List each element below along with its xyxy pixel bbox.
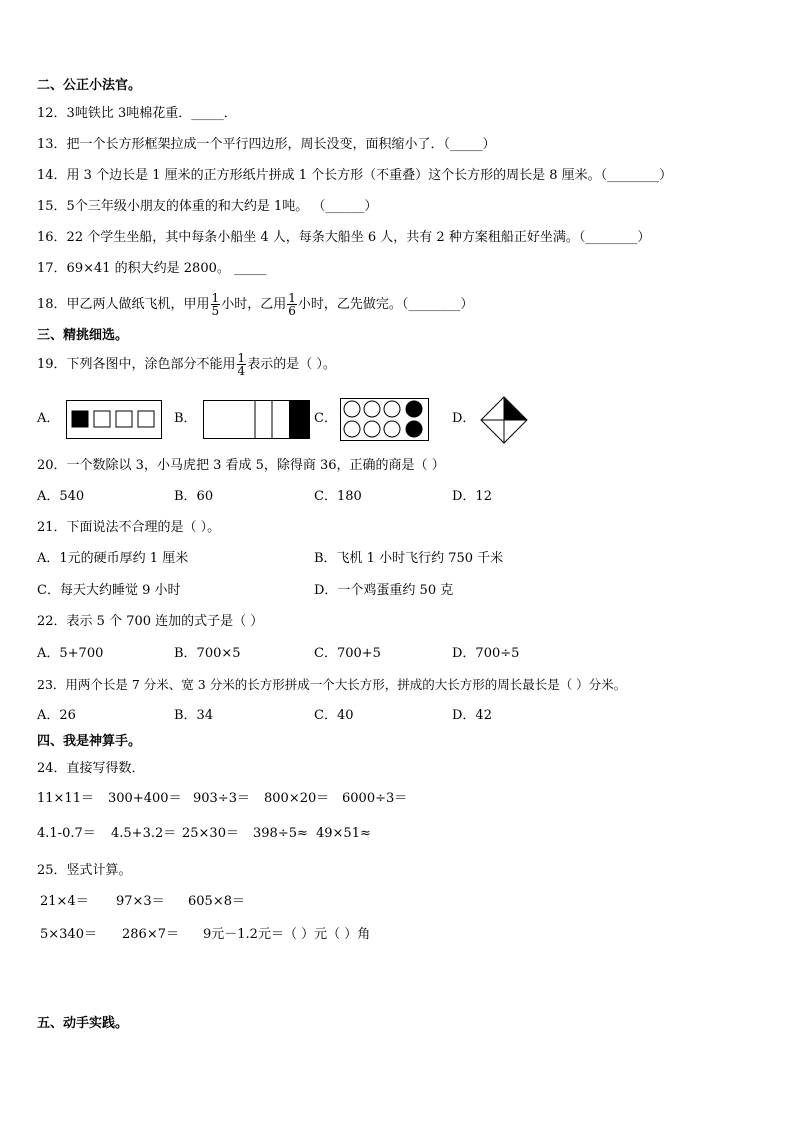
fraction-one-quarter	[237, 352, 247, 377]
option-d-label: D．	[452, 411, 476, 426]
question-23: 23．用两个长是 7 分米、宽 3 分米的长方形拼成一个大长方形，拼成的大长方形的周长最长是（ ）分米。	[37, 677, 627, 692]
question-21: 21．下面说法不合理的是（ ）。	[37, 520, 221, 535]
q23-option-c: C．40	[314, 708, 354, 723]
q20-option-a: A．540	[37, 489, 85, 504]
question-19	[37, 350, 336, 380]
q22-option-d: D．700÷5	[452, 646, 520, 661]
question-14: 14．用 3 个边长是 1 厘米的正方形纸片拼成 1 个长方形（不重叠）这个长方形的周长是 8 厘米。（________）	[37, 168, 673, 183]
vertical-calc-item: 605×8＝	[188, 894, 245, 909]
calc-item: 49×51≈	[316, 826, 371, 841]
section-2-heading: 二、公正小法官。	[37, 78, 142, 93]
calc-item: 4.5+3.2＝	[111, 826, 177, 841]
figure-a-squares	[66, 400, 162, 440]
figure-b-rectangle	[203, 400, 311, 440]
q22-option-a: A．5+700	[37, 646, 104, 661]
question-17: 17．69×41 的积大约是 2800。 _____	[37, 261, 267, 276]
question-18	[37, 290, 473, 320]
q21-option-d: D．一个鸡蛋重约 50 克	[314, 583, 454, 598]
question-16: 16．22 个学生坐船，其中每条小船坐 4 人，每条大船坐 6 人，共有 2 种方案租船正好坐满。（________）	[37, 230, 651, 245]
calc-item: 11×11＝	[37, 791, 94, 806]
question-18-text-b: 小时，乙用	[221, 297, 287, 312]
q20-option-c: C．180	[314, 489, 362, 504]
option-a-label: A．	[37, 411, 60, 426]
question-18-text-a: 18．甲乙两人做纸飞机，甲用	[37, 297, 210, 312]
question-25: 25．竖式计算。	[37, 863, 132, 878]
option-b-label: B．	[174, 411, 197, 426]
q23-option-a: A．26	[37, 708, 76, 723]
vertical-calc-item: 97×3＝	[116, 894, 165, 909]
calc-item: 6000÷3＝	[342, 791, 408, 806]
vertical-calc-item: 21×4＝	[40, 894, 89, 909]
fraction-denominator: 6	[288, 304, 296, 318]
q20-option-b: B．60	[174, 489, 214, 504]
calc-item: 4.1-0.7＝	[37, 826, 96, 841]
calc-item: 903÷3＝	[193, 791, 250, 806]
option-c-label: C．	[314, 411, 337, 426]
question-12: 12．3吨铁比 3吨棉花重．_____．	[37, 106, 237, 121]
q23-option-b: B．34	[174, 708, 214, 723]
fraction-denominator: 5	[211, 304, 220, 318]
figure-d-diamond	[479, 395, 529, 445]
fraction-one-fifth	[211, 292, 221, 317]
calc-item: 25×30＝	[182, 826, 239, 841]
q21-option-a: A．1元的硬币厚约 1 厘米	[37, 551, 189, 566]
vertical-calc-item: 5×340＝	[40, 927, 97, 942]
section-5-heading: 五、动手实践。	[37, 1016, 129, 1031]
q23-option-d: D．42	[452, 708, 492, 723]
question-24: 24．直接写得数．	[37, 761, 145, 776]
q21-option-b: B．飞机 1 小时飞行约 750 千米	[314, 551, 504, 566]
money-conversion-item: 9元－1.2元＝（ ）元（ ）角	[203, 927, 371, 942]
q20-option-d: D．12	[452, 489, 492, 504]
q22-option-b: B．700×5	[174, 646, 241, 661]
q21-option-c: C．每天大约睡觉 9 小时	[37, 583, 181, 598]
question-15: 15．5个三年级小朋友的体重的和大约是 1吨。 （______）	[37, 199, 378, 214]
question-20: 20．一个数除以 3，小马虎把 3 看成 5，除得商 36，正确的商是（ ）	[37, 458, 445, 473]
section-4-heading: 四、我是神算手。	[37, 734, 142, 749]
fraction-denominator: 4	[237, 364, 246, 378]
question-22: 22．表示 5 个 700 连加的式子是（ ）	[37, 614, 264, 629]
figure-c-circles	[340, 398, 430, 442]
question-19-text-b: 表示的是（ ）。	[247, 357, 336, 372]
fraction-numerator: 1	[237, 351, 246, 365]
question-18-text-c: 小时，乙先做完。（________）	[297, 297, 474, 312]
fraction-numerator: 1	[211, 291, 220, 305]
question-19-text-a: 19．下列各图中，涂色部分不能用	[37, 357, 236, 372]
section-3-heading: 三、精挑细选。	[37, 328, 129, 343]
vertical-calc-item: 286×7＝	[122, 927, 179, 942]
calc-item: 800×20＝	[264, 791, 330, 806]
fraction-numerator: 1	[288, 291, 296, 305]
q22-option-c: C．700+5	[314, 646, 381, 661]
question-13: 13．把一个长方形框架拉成一个平行四边形，周长没变，面积缩小了．（_____）	[37, 137, 496, 152]
calc-item: 398÷5≈	[253, 826, 308, 841]
fraction-one-sixth	[287, 292, 297, 317]
calc-item: 300+400＝	[108, 791, 182, 806]
